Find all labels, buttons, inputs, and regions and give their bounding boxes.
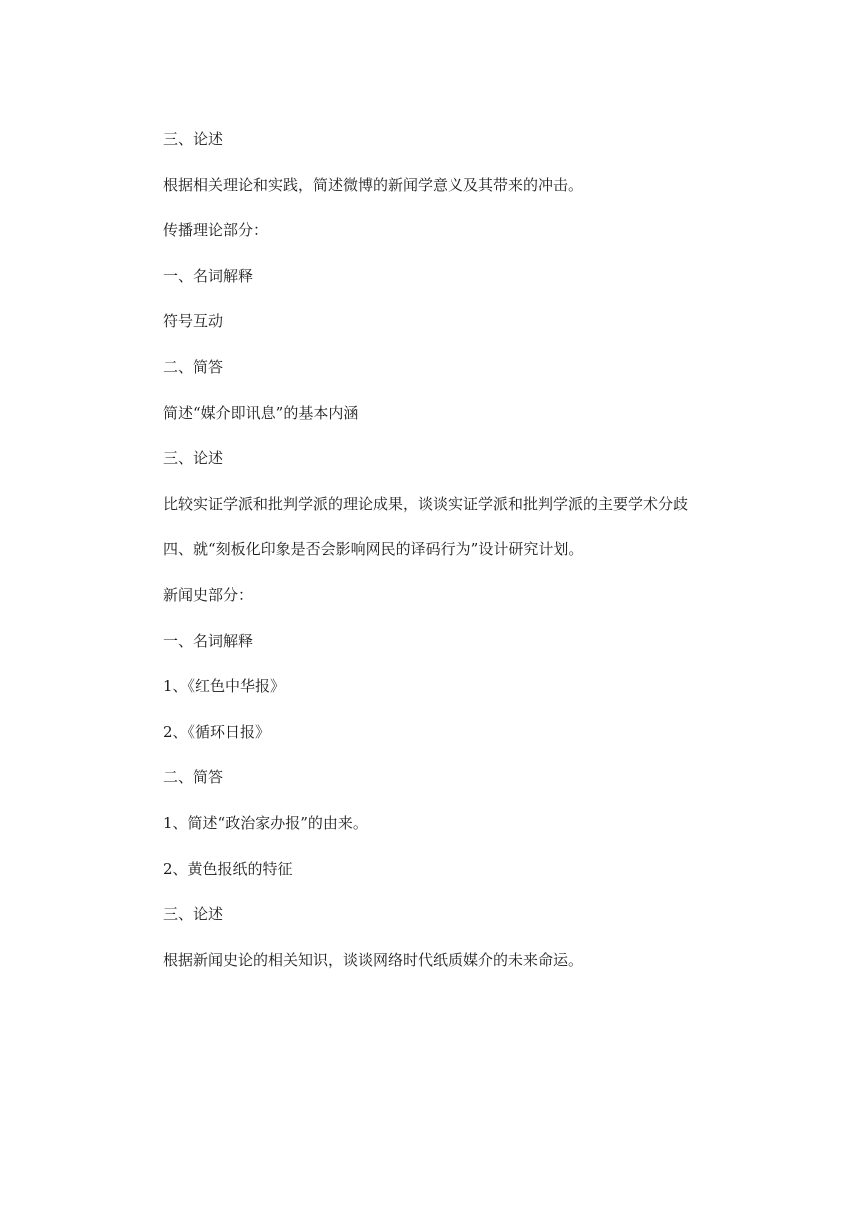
section-heading-essay: 三、论述	[163, 905, 224, 924]
section-heading-term-explanation: 一、名词解释	[163, 631, 254, 650]
question-text: 符号互动	[163, 312, 224, 331]
section-heading-research-plan: 四、就“刻板化印象是否会影响网民的译码行为”设计研究计划。	[163, 540, 584, 559]
section-heading-short-answer: 二、简答	[163, 357, 224, 376]
question-text: 根据相关理论和实践，简述微博的新闻学意义及其带来的冲击。	[163, 175, 584, 194]
section-heading-essay: 三、论述	[163, 130, 224, 148]
document-body	[163, 128, 783, 994]
question-text: 1、《红色中华报》	[163, 677, 286, 696]
section-heading-short-answer: 二、简答	[163, 768, 224, 787]
part-heading-journalism-history: 新闻史部分：	[163, 585, 254, 604]
question-text: 1、简述“政治家办报”的由来。	[163, 813, 368, 832]
question-text: 简述“媒介即讯息”的基本内涵	[163, 403, 359, 422]
question-text: 2、黄色报纸的特征	[163, 859, 293, 878]
part-heading-communication-theory: 传播理论部分：	[163, 221, 269, 240]
section-heading-term-explanation: 一、名词解释	[163, 266, 254, 285]
question-text: 比较实证学派和批判学派的理论成果，谈谈实证学派和批判学派的主要学术分歧	[163, 494, 689, 513]
question-text: 2、《循环日报》	[163, 722, 271, 741]
question-text: 根据新闻史论的相关知识，谈谈网络时代纸质媒介的未来命运。	[163, 950, 584, 969]
section-heading-essay: 三、论述	[163, 449, 224, 468]
